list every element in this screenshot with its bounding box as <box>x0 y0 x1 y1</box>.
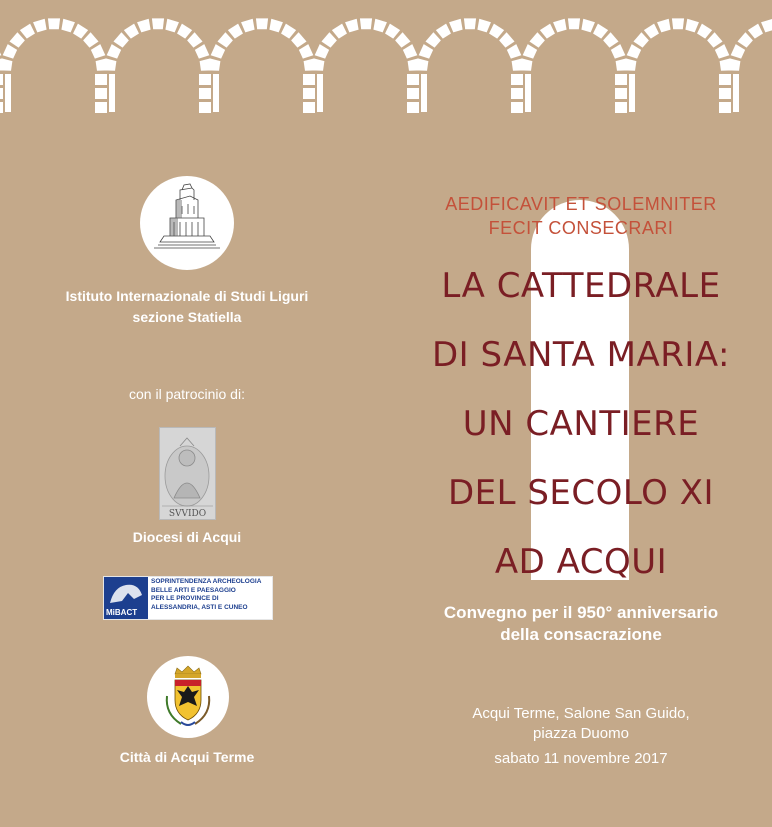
pier-block <box>511 74 523 85</box>
arch-block <box>529 32 544 47</box>
arch-block <box>731 44 745 58</box>
arch-block <box>137 19 151 33</box>
mibact-mark-label: MiBACT <box>106 608 138 617</box>
ministry-line: PER LE PROVINCE DI <box>151 595 219 602</box>
pier-block <box>719 102 731 113</box>
pier-block <box>95 88 107 99</box>
arch-block <box>33 19 47 33</box>
city-label: Città di Acqui Terme <box>119 749 255 765</box>
pier-block <box>615 88 627 99</box>
pier-block <box>407 102 419 113</box>
arch-block <box>107 44 121 58</box>
arch-block <box>603 32 618 47</box>
pier-block <box>199 88 211 99</box>
arch-block <box>256 18 268 29</box>
institute-line-2: sezione Statiella <box>132 309 242 325</box>
arch-block <box>241 19 255 33</box>
arch-block <box>748 24 763 39</box>
title-line: LA CATTEDRALE <box>441 266 721 306</box>
arch-block <box>152 18 164 29</box>
arch-block <box>217 32 232 47</box>
arch-block <box>464 18 476 29</box>
arch-block <box>48 18 60 29</box>
arch-block <box>269 19 283 33</box>
pier-block <box>0 74 3 85</box>
motto-line-1: AEDIFICAVIT ET SOLEMNITER <box>445 194 717 214</box>
arch-block <box>507 44 521 58</box>
arch-block <box>611 44 625 58</box>
arch-block <box>373 19 387 33</box>
pier-block <box>109 74 115 112</box>
arch-block <box>697 24 712 39</box>
arch-block <box>345 19 359 33</box>
arch-block <box>737 32 752 47</box>
arch-block <box>520 58 532 70</box>
pier-block <box>0 102 3 113</box>
arch-block <box>385 24 400 39</box>
pier-block <box>615 102 627 113</box>
arch-block <box>657 19 671 33</box>
arch-block <box>61 19 75 33</box>
arch-block <box>761 19 772 33</box>
pier-block <box>199 74 211 85</box>
relief-caption: SVVIDO <box>168 509 207 519</box>
ministry-text <box>148 577 272 619</box>
arch-block <box>177 24 192 39</box>
pier-block <box>615 74 627 85</box>
arch-block <box>644 24 659 39</box>
arch-block <box>104 58 116 70</box>
arch-block <box>403 44 417 58</box>
pier-block <box>733 74 739 112</box>
event-description <box>396 602 766 646</box>
bishop-relief-icon <box>159 427 216 520</box>
arch-block <box>624 58 636 70</box>
arch-block <box>187 32 202 47</box>
pier-block <box>317 74 323 112</box>
pier-block <box>95 74 107 85</box>
pier-block <box>0 88 3 99</box>
arch-block <box>299 44 313 58</box>
pier-block <box>421 74 427 112</box>
arch-block <box>0 58 12 70</box>
arch-block <box>332 24 347 39</box>
arch-block <box>499 32 514 47</box>
arch-block <box>83 32 98 47</box>
title-line: DI SANTA MARIA: <box>432 335 730 375</box>
arch-block <box>540 24 555 39</box>
institute-name <box>30 286 344 328</box>
arch-block <box>211 44 225 58</box>
arch-block <box>0 44 1 58</box>
venue <box>396 704 766 744</box>
arcade-decoration-icon <box>0 0 772 120</box>
arch-block <box>3 44 17 58</box>
arch-block <box>568 18 580 29</box>
event-line-2: della consacrazione <box>500 625 662 644</box>
arch-block <box>436 24 451 39</box>
mibact-logo-icon <box>103 576 273 620</box>
arch-block <box>553 19 567 33</box>
arch-block <box>360 18 372 29</box>
ministry-line: BELLE ARTI E PAESAGGIO <box>151 586 236 594</box>
arch-block <box>449 19 463 33</box>
venue-line-1: Acqui Terme, Salone San Guido, <box>472 705 690 722</box>
pier-block <box>719 88 731 99</box>
arch-block <box>593 24 608 39</box>
title-line: AD ACQUI <box>494 542 668 582</box>
arch-block <box>113 32 128 47</box>
title-line: DEL SECOLO XI <box>447 473 715 513</box>
event-date: sabato 11 novembre 2017 <box>494 750 668 767</box>
arch-block <box>672 18 684 29</box>
motto-line-2: FECIT CONSECRARI <box>488 218 674 238</box>
arch-block <box>728 58 740 70</box>
pier-block <box>213 74 219 112</box>
pier-block <box>719 74 731 85</box>
arch-block <box>208 58 220 70</box>
pier-block <box>303 88 315 99</box>
latin-motto <box>396 192 766 240</box>
arch-block <box>395 32 410 47</box>
pier-block <box>95 102 107 113</box>
arch-block <box>416 58 428 70</box>
arch-block <box>9 32 24 47</box>
arch-block <box>425 32 440 47</box>
arch-block <box>489 24 504 39</box>
arch-block <box>73 24 88 39</box>
pier-block <box>407 74 419 85</box>
pier-block <box>525 74 531 112</box>
diocese-label: Diocesi di Acqui <box>132 529 242 545</box>
arch-block <box>627 44 641 58</box>
arch-block <box>91 44 105 58</box>
pier-block <box>303 74 315 85</box>
mibact-mark <box>104 577 148 619</box>
arch-block <box>633 32 648 47</box>
arch-block <box>707 32 722 47</box>
arch-block <box>477 19 491 33</box>
arch-block <box>321 32 336 47</box>
ministry-line: SOPRINTENDENZA ARCHEOLOGIA <box>151 578 262 585</box>
arch-block <box>715 44 729 58</box>
arch-block <box>581 19 595 33</box>
arch-block <box>315 44 329 58</box>
pier-block <box>199 102 211 113</box>
institute-line-1: Istituto Internazionale di Studi Liguri <box>65 288 309 304</box>
pier-block <box>303 102 315 113</box>
arch-block <box>165 19 179 33</box>
pier-block <box>629 74 635 112</box>
pier-block <box>511 88 523 99</box>
arch-block <box>523 44 537 58</box>
arch-block <box>312 58 324 70</box>
city-crest-icon <box>147 656 229 738</box>
arch-block <box>291 32 306 47</box>
arch-block <box>20 24 35 39</box>
patronage-intro: con il patrocinio di: <box>129 386 245 402</box>
arch-block <box>685 19 699 33</box>
title-line: UN CANTIERE <box>462 404 700 444</box>
arch-block <box>124 24 139 39</box>
arch-block <box>281 24 296 39</box>
pier-block <box>5 74 11 112</box>
pier-block <box>511 102 523 113</box>
event-line-1: Convegno per il 950° anniversario <box>443 603 719 622</box>
pier-block <box>407 88 419 99</box>
arch-block <box>195 44 209 58</box>
arch-block <box>419 44 433 58</box>
arch-block <box>228 24 243 39</box>
ministry-line: ALESSANDRIA, ASTI E CUNEO <box>151 603 248 611</box>
main-title <box>396 252 766 597</box>
tower-monument-icon <box>140 176 234 270</box>
venue-line-2: piazza Duomo <box>533 725 629 742</box>
